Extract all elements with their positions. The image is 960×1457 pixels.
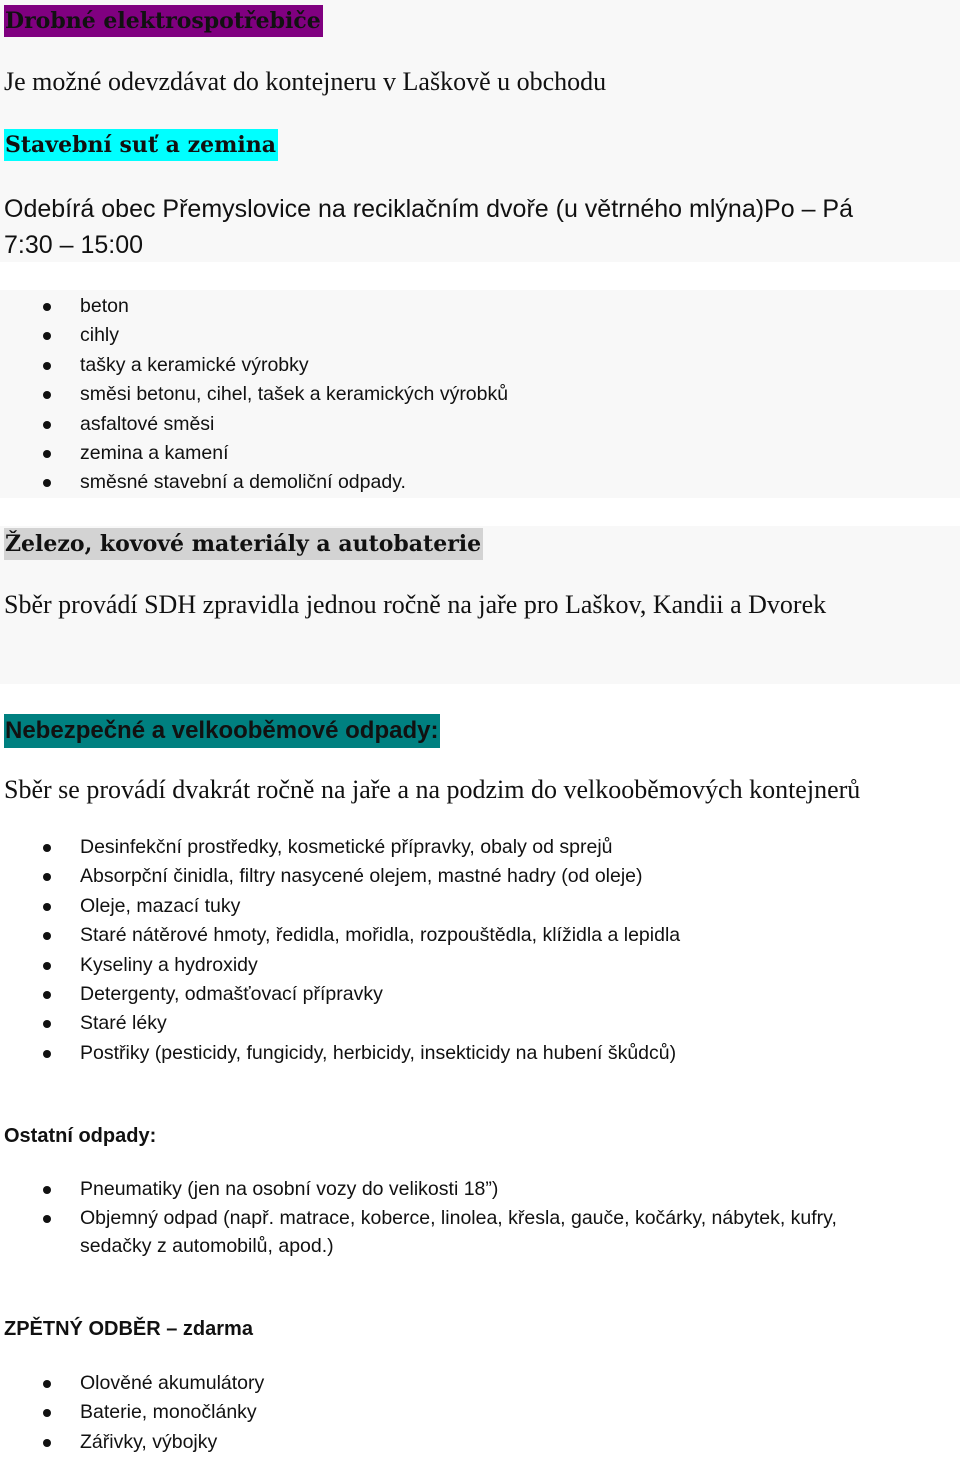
list-item: Oleje, mazací tuky — [0, 892, 680, 921]
list-item: Olověné akumulátory — [0, 1369, 264, 1398]
list-item: tašky a keramické výrobky — [0, 351, 508, 380]
list-nebezpecne — [0, 833, 680, 1068]
list-item: Staré nátěrové hmoty, ředidla, mořidla, rozpouštědla, klížidla a lepidla — [0, 921, 680, 950]
text-stavebni-line1: Odebírá obec Přemyslovice na reciklačním dvoře (u větrného mlýna)Po – Pá — [4, 195, 853, 223]
heading-zpetny: ZPĚTNÝ ODBĚR – zdarma — [4, 1318, 253, 1340]
list-item: Desinfekční prostředky, kosmetické přípravky, obaly od sprejů — [0, 833, 680, 862]
list-item: beton — [0, 292, 508, 321]
list-item: asfaltové směsi — [0, 410, 508, 439]
text-zelezo: Sběr provádí SDH zpravidla jednou ročně na jaře pro Laškov, Kandii a Dvorek — [4, 590, 827, 619]
list-item: zemina a kamení — [0, 439, 508, 468]
text-nebezpecne: Sběr se provádí dvakrát ročně na jaře a na podzim do velkooběmových kontejnerů — [4, 775, 861, 804]
list-item: směsné stavební a demoliční odpady. — [0, 468, 508, 497]
heading-drobne: Drobné elektrospotřebiče — [4, 5, 323, 37]
heading-zelezo: Železo, kovové materiály a autobaterie — [4, 528, 483, 560]
text-drobne: Je možné odevzdávat do kontejneru v Laškově u obchodu — [4, 67, 607, 96]
list-zpetny — [0, 1369, 264, 1457]
list-item: Absorpční činidla, filtry nasycené olejem, mastné hadry (od oleje) — [0, 862, 680, 891]
list-ostatni — [0, 1175, 910, 1260]
list-item: Pneumatiky (jen na osobní vozy do velikosti 18”) — [0, 1175, 910, 1204]
heading-nebezpecne: Nebezpečné a velkooběmové odpady: — [4, 714, 440, 748]
list-item: Objemný odpad (např. matrace, koberce, linolea, křesla, gauče, kočárky, nábytek, kufry, sedačky z automobilů, apod.) — [0, 1204, 910, 1260]
list-item: Zářivky, výbojky — [0, 1428, 264, 1457]
list-item: Kyseliny a hydroxidy — [0, 951, 680, 980]
heading-ostatni: Ostatní odpady: — [4, 1125, 157, 1147]
list-item: Detergenty, odmašťovací přípravky — [0, 980, 680, 1009]
list-stavebni — [0, 292, 508, 498]
list-item: Baterie, monočlánky — [0, 1398, 264, 1427]
list-item: Staré léky — [0, 1009, 680, 1038]
text-stavebni-line2: 7:30 – 15:00 — [4, 231, 144, 259]
list-item: Postřiky (pesticidy, fungicidy, herbicidy, insekticidy na hubení škůdců) — [0, 1039, 680, 1068]
list-item: směsi betonu, cihel, tašek a keramických výrobků — [0, 380, 508, 409]
list-item: cihly — [0, 321, 508, 350]
heading-stavebni: Stavební suť a zemina — [4, 129, 278, 161]
